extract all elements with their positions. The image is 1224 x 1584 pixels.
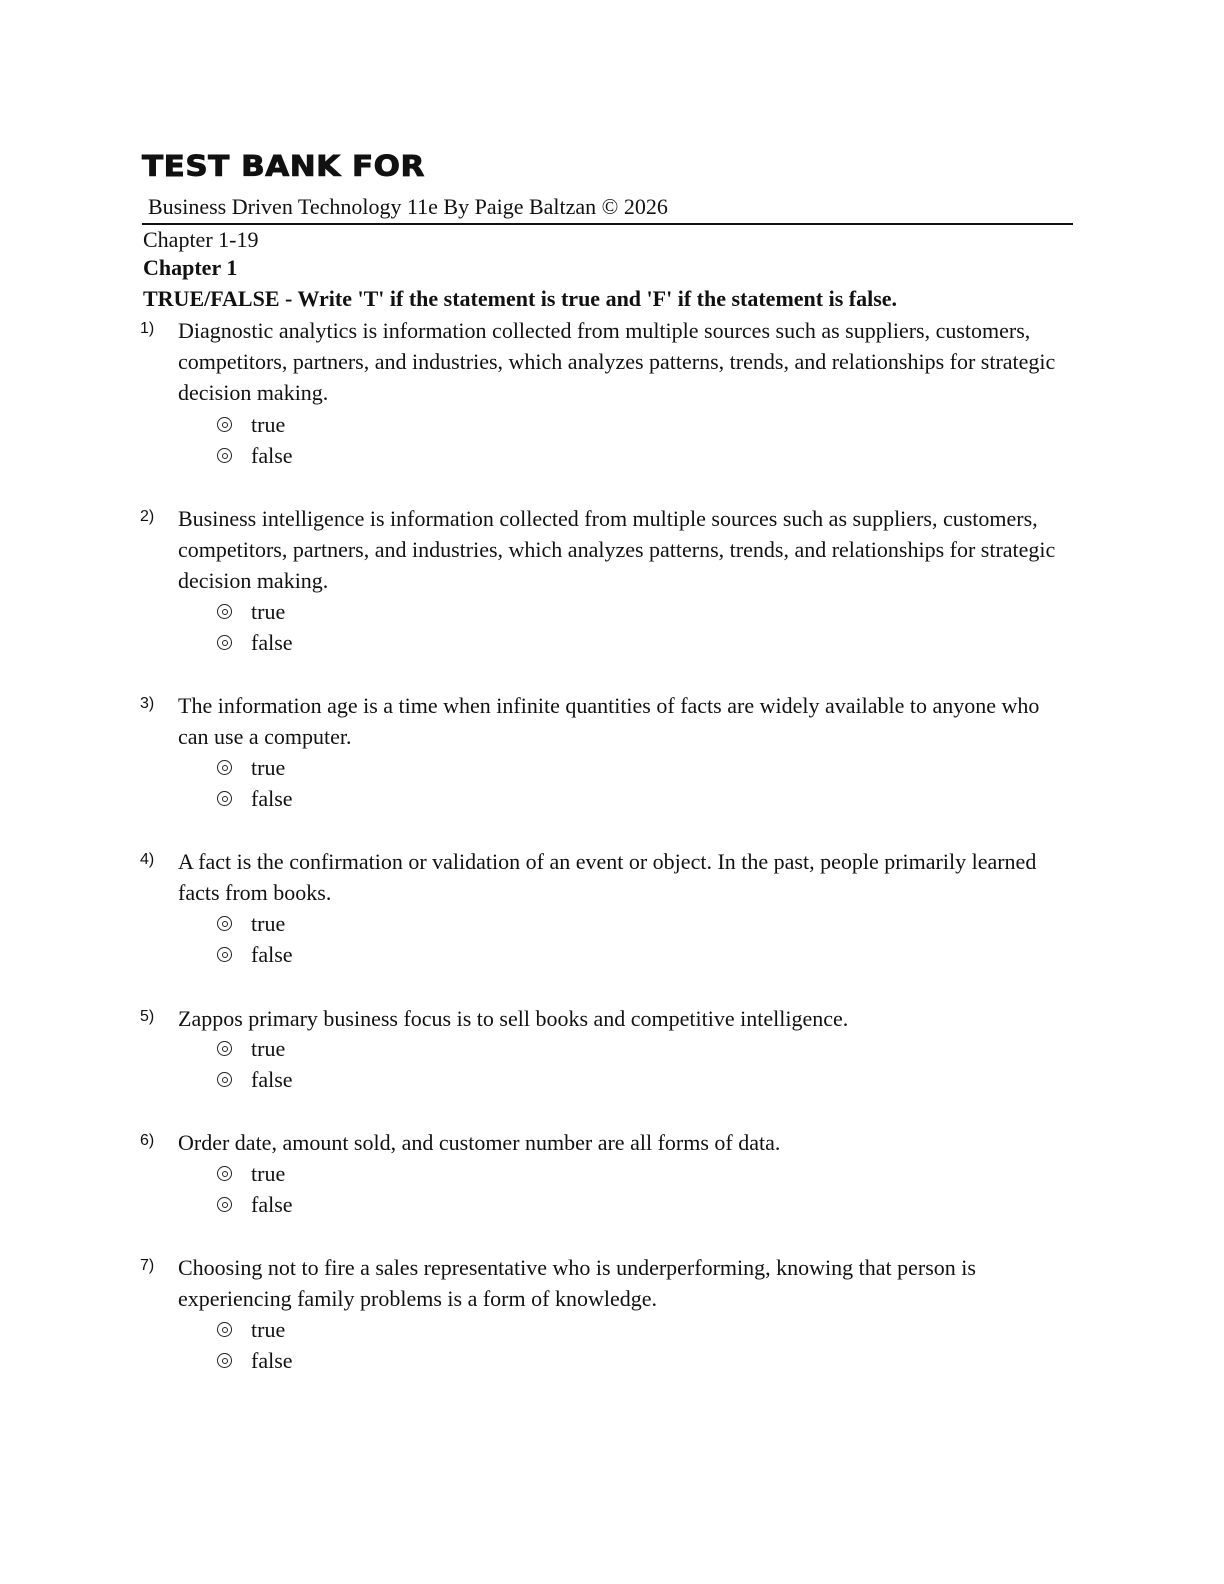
radio-icon[interactable] xyxy=(217,1041,232,1056)
option-label: false xyxy=(251,629,293,655)
option-label: true xyxy=(251,411,286,437)
option-false[interactable] xyxy=(214,1345,293,1376)
option-label: false xyxy=(251,1347,293,1373)
document-title: TEST BANK FOR xyxy=(142,150,425,184)
question-number: 3) xyxy=(140,695,155,712)
radio-icon[interactable] xyxy=(217,791,232,806)
option-label: false xyxy=(251,785,293,811)
option-label: true xyxy=(251,910,286,936)
option-true[interactable] xyxy=(214,1314,285,1345)
section-instructions: TRUE/FALSE - Write 'T' if the statement is true and 'F' if the statement is false. xyxy=(143,286,898,311)
option-true[interactable] xyxy=(214,908,285,939)
option-false[interactable] xyxy=(214,939,293,970)
option-false[interactable] xyxy=(214,1064,293,1095)
radio-icon[interactable] xyxy=(217,1197,232,1212)
chapter-heading: Chapter 1 xyxy=(143,255,238,280)
radio-icon[interactable] xyxy=(217,1166,232,1181)
question-text: Zappos primary business focus is to sell books and competitive intelligence. xyxy=(178,1006,849,1031)
question-text: A fact is the confirmation or validation of an event or object. In the past, people primarily learned facts from books. xyxy=(178,849,1037,906)
option-label: true xyxy=(251,754,286,780)
question-number: 4) xyxy=(140,851,155,868)
option-true[interactable] xyxy=(214,596,285,627)
question-text: Order date, amount sold, and customer number are all forms of data. xyxy=(178,1130,781,1155)
option-label: false xyxy=(251,941,293,967)
document-subtitle: Business Driven Technology 11e By Paige Baltzan © 2026 xyxy=(148,194,668,219)
option-true[interactable] xyxy=(214,1158,285,1189)
question-number: 1) xyxy=(140,320,155,337)
radio-icon[interactable] xyxy=(217,916,232,931)
option-label: true xyxy=(251,1316,286,1342)
question-number: 2) xyxy=(140,508,155,525)
option-label: true xyxy=(251,1035,286,1061)
option-true[interactable] xyxy=(214,752,285,783)
radio-icon[interactable] xyxy=(217,1353,232,1368)
radio-icon[interactable] xyxy=(217,635,232,650)
option-label: false xyxy=(251,442,293,468)
option-label: false xyxy=(251,1066,293,1092)
radio-icon[interactable] xyxy=(217,417,232,432)
option-false[interactable] xyxy=(214,783,293,814)
radio-icon[interactable] xyxy=(217,760,232,775)
header-divider xyxy=(142,223,1073,225)
option-true[interactable] xyxy=(214,1033,285,1064)
question-text: Diagnostic analytics is information collected from multiple sources such as suppliers, customers, competitors, partners, and industries, which analyzes patterns, trends, and relationships for strategic decision making. xyxy=(178,318,1056,406)
radio-icon[interactable] xyxy=(217,947,232,962)
question-number: 5) xyxy=(140,1008,155,1025)
question-number: 6) xyxy=(140,1132,155,1149)
radio-icon[interactable] xyxy=(217,604,232,619)
option-label: true xyxy=(251,598,286,624)
option-label: true xyxy=(251,1160,286,1186)
question-text: The information age is a time when infinite quantities of facts are widely available to anyone who can use a computer. xyxy=(178,693,1040,750)
question-text: Choosing not to fire a sales representative who is underperforming, knowing that person is experiencing family problems is a form of knowledge. xyxy=(178,1255,976,1312)
radio-icon[interactable] xyxy=(217,1322,232,1337)
chapter-range: Chapter 1-19 xyxy=(143,227,259,252)
option-true[interactable] xyxy=(214,409,285,440)
option-false[interactable] xyxy=(214,1189,293,1220)
radio-icon[interactable] xyxy=(217,448,232,463)
question-number: 7) xyxy=(140,1257,155,1274)
option-label: false xyxy=(251,1191,293,1217)
question-text: Business intelligence is information collected from multiple sources such as suppliers, customers, competitors, partners, and industries, which analyzes patterns, trends, and relationships for strategic decision making. xyxy=(178,506,1056,594)
option-false[interactable] xyxy=(214,627,293,658)
option-false[interactable] xyxy=(214,440,293,471)
radio-icon[interactable] xyxy=(217,1072,232,1087)
